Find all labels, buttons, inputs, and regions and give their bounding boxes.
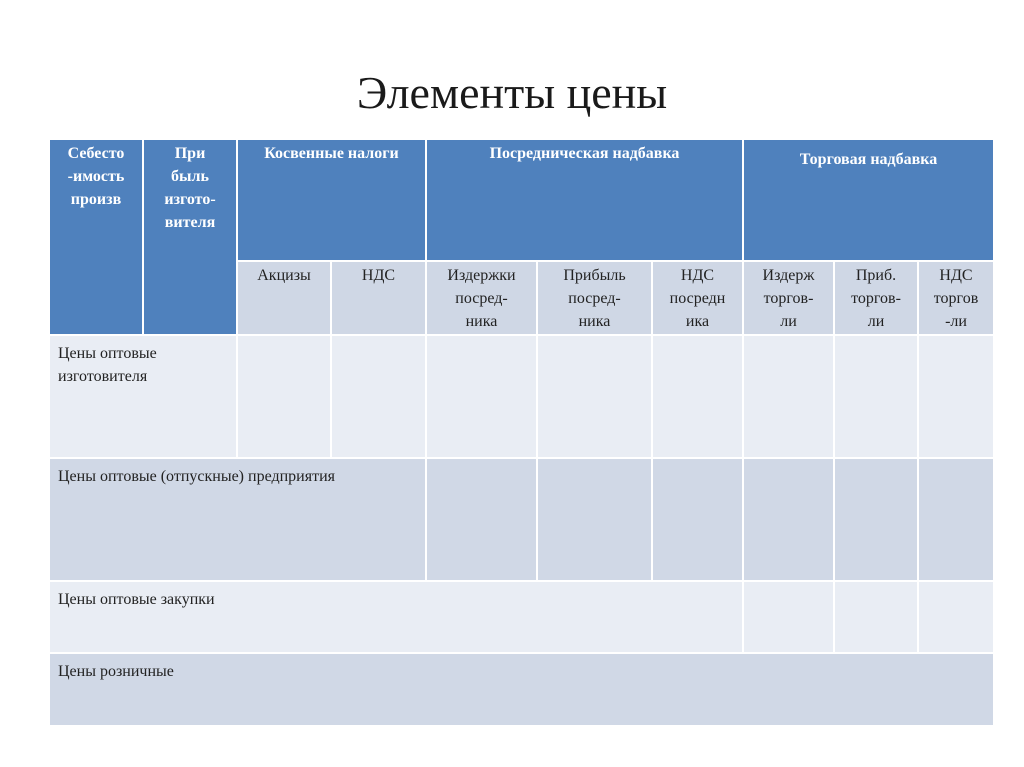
header-profit-line: вителя [164,214,216,231]
subheader-line: Приб. [855,267,897,284]
subheader-line: НДС [939,267,973,284]
header-cost-line: Себесто [67,145,125,162]
subheader-line: ли [780,313,797,330]
header-profit-line: быль [171,168,209,185]
subheader-line: НДС [680,267,715,284]
subheader-line: торгов- [851,290,901,307]
subheader-line: торгов- [763,290,814,307]
slide-title: Элементы цены [356,67,668,118]
table-cell [332,336,425,457]
subheader-line: посред- [455,290,508,307]
subheader-line: ли [867,313,885,330]
subheader-line: Прибыль [563,267,626,284]
table-cell [744,582,833,652]
header-profit-line: При [174,145,206,162]
header-profit-line: изгото- [164,191,216,208]
subheader-intermediary-costs [427,262,536,334]
header-trade-markup: Торговая надбавка [744,140,993,260]
header-cost [50,140,142,334]
row-label-manufacturer-wholesale [50,336,236,457]
table-cell [653,336,742,457]
header-profit [144,140,236,334]
table-cell [835,336,917,457]
table-cell [427,459,536,580]
row-label-purchase-wholesale: Цены оптовые закупки [50,582,742,652]
table-cell [919,336,993,457]
subheader-line: ика [685,313,710,330]
header-indirect-taxes: Косвенные налоги [238,140,425,260]
header-intermediary-markup: Посредническая надбавка [427,140,742,260]
table-cell [238,336,330,457]
subheader-trade-vat [919,262,993,334]
subheader-line: Издерж [762,267,815,284]
subheader-line: торгов [933,290,979,307]
subheader-excise: Акцизы [238,262,330,334]
table-cell [835,459,917,580]
subheader-line: посредн [669,290,726,307]
subheader-vat: НДС [332,262,425,334]
table-cell [919,582,993,652]
table-cell [919,459,993,580]
table-cell [653,459,742,580]
subheader-line: посред- [568,290,621,307]
subheader-intermediary-vat [653,262,742,334]
subheader-line: Издержки [447,267,516,284]
header-cost-line: произв [70,191,122,208]
row-label-line: Цены оптовые [58,345,157,362]
subheader-line: ника [465,313,498,330]
subheader-line: -ли [945,313,967,330]
row-label-enterprise-wholesale: Цены оптовые (отпускные) предприятия [50,459,425,580]
table-cell [835,582,917,652]
row-label-line: изготовителя [58,368,148,385]
table-cell [744,459,833,580]
header-cost-line: -имость [67,168,125,185]
subheader-line: ника [578,313,611,330]
table-cell [427,336,536,457]
table-cell [538,459,651,580]
price-elements-table [50,140,979,717]
table-cell [538,336,651,457]
table-cell [744,336,833,457]
subheader-trade-profit [835,262,917,334]
subheader-trade-costs [744,262,833,334]
subheader-intermediary-profit [538,262,651,334]
row-label-retail: Цены розничные [50,654,993,725]
